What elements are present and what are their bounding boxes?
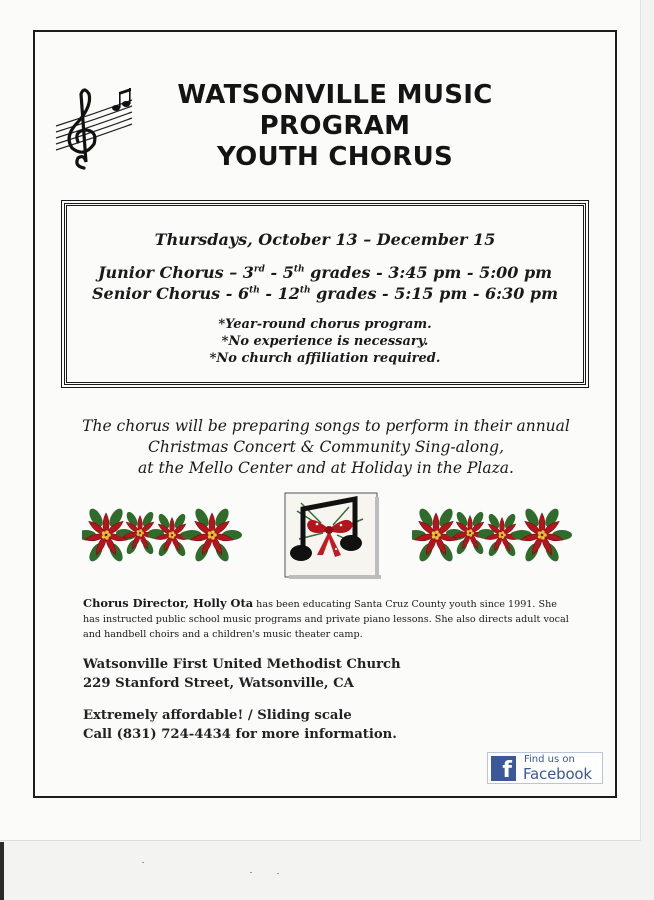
church-street: 229 Stanford Street, Watsonville, CA [83, 676, 354, 691]
title-line-1: WATSONVILLE MUSIC [177, 80, 493, 110]
concert-blurb [66, 416, 586, 479]
director-line-2: has instructed public school music programs and private piano lessons. She also directs adult vocal [83, 614, 569, 625]
facebook-find-us: Find us on [524, 754, 575, 765]
junior-mid: - 5 [264, 263, 294, 282]
facebook-badge[interactable] [487, 752, 603, 784]
poinsettia-flower [512, 507, 572, 563]
junior-prefix: Junior Chorus – 3 [97, 263, 254, 282]
contact-info [83, 706, 483, 744]
junior-sup-2: th [293, 264, 305, 275]
poinsettia-right-icon [412, 503, 572, 563]
senior-chorus-line [67, 284, 583, 303]
scan-speck [142, 862, 144, 863]
blurb-line-2: Christmas Concert & Community Sing-along, [147, 438, 505, 456]
senior-prefix: Senior Chorus - 6 [91, 284, 250, 303]
flyer-title [120, 80, 550, 173]
senior-sup-1: th [249, 285, 260, 296]
note-3: *No church affiliation required. [209, 351, 441, 366]
scan-speck [250, 872, 252, 873]
poinsettia-flower [182, 507, 242, 563]
poinsettia-left-icon [82, 503, 242, 563]
facebook-label: Facebook [523, 765, 592, 783]
church-address [83, 655, 483, 693]
pricing-line: Extremely affordable! / Sliding scale [83, 708, 352, 723]
senior-sup-2: th [299, 285, 311, 296]
scan-speck [277, 873, 279, 874]
schedule-dates: Thursdays, October 13 – December 15 [154, 230, 496, 249]
schedule-box [64, 203, 586, 385]
director-bio [83, 596, 583, 642]
director-line-1: has been educating Santa Cruz County youth since 1991. She [253, 599, 557, 610]
church-name: Watsonville First United Methodist Church [83, 657, 401, 672]
senior-suffix: grades - 5:15 pm - 6:30 pm [310, 284, 559, 303]
senior-mid: - 12 [259, 284, 300, 303]
director-line-3: and handbell choirs and a children's music theater camp. [83, 629, 363, 640]
director-name: Chorus Director, Holly Ota [83, 596, 254, 610]
title-line-3: YOUTH CHORUS [216, 142, 454, 172]
facebook-icon: f [491, 756, 516, 781]
music-note-bow-icon [279, 489, 381, 581]
note-1: *Year-round chorus program. [218, 317, 432, 332]
title-line-2: PROGRAM [259, 111, 411, 141]
note-2: *No experience is necessary. [221, 334, 429, 349]
junior-suffix: grades - 3:45 pm - 5:00 pm [304, 263, 553, 282]
program-notes [67, 316, 583, 367]
scan-edge-mark [0, 842, 4, 900]
phone-line: Call (831) 724-4434 for more information. [83, 727, 397, 742]
junior-chorus-line [67, 263, 583, 282]
junior-sup-1: rd [253, 264, 265, 275]
blurb-line-3: at the Mello Center and at Holiday in the Plaza. [138, 459, 514, 477]
blurb-line-1: The chorus will be preparing songs to perform in their annual [82, 417, 570, 435]
